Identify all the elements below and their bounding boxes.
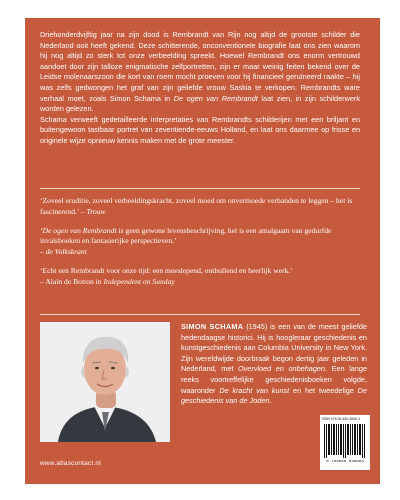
- review-quotes: [40, 196, 365, 296]
- blurb: [40, 30, 360, 147]
- author-bio: SIMON SCHAMA (1945) is een van de meest geliefde hedendaagse historici. Hij is hoogleraar geschiedenis en kunstgeschiedenis aan Columbia University in New York. Zijn wereldwijde doorbraak begon dertig jaar geleden in Nederland, met Overvloed en onbehagen. Een lange reeks voortreffelijke geschiedenisboeken volgde, waaronder De kracht van kunst en het tweedelige De geschiedenis van de Joden.: [181, 322, 368, 406]
- blurb-paragraph-1: Driehonderdvijftig jaar na zijn dood is Rembrandt van Rijn nog altijd de grootste schilder die Nederland ooit heeft gekend. Deze schitterende, onconventionele biografie laat ons zien waarom hij nog altijd zo sterk tot onze verbeelding spreekt. Hoewel Rembrandt ons enorm vertrouwd aandoet door zijn talloze enigmatische zelfportretten, zijn er maar weinig feiten bekend over de Leidse molenaarszoon die kort van roem mocht proeven voor hij financieel geruïneerd raakte – hij was zelfs gedwongen het graf van zijn geliefde vrouw Saskia te verkopen. Rembrandts ware verhaal moet, zoals Simon Schama in De ogen van Rembrandt laat zien, in zijn schilderwerk worden gelezen.: [40, 30, 360, 114]
- quote-de-botton: ‘Echt een Rembrandt voor onze tijd: een meeslepend, onthullend en heerlijk werk.’ – Alain de Botton in Independent on Sunday: [40, 265, 293, 286]
- quote-source: de Volkskrant: [45, 247, 87, 257]
- author-portrait-image: [40, 322, 170, 442]
- book-title: De ogen van Rembrandt: [173, 93, 258, 103]
- barcode-bars-icon: [324, 424, 366, 458]
- author-photo: [40, 322, 170, 442]
- author-block: [40, 322, 368, 442]
- quote-volkskrant: ‘De ogen van Rembrandt is geen gewone levensbeschrijving, het is een amalgaam van gedurfde invalsboeken en fantasierijke perspectieven.’ – de Volkskrant: [40, 225, 332, 257]
- quote-source: Independent on Sunday: [103, 276, 175, 286]
- blurb-paragraph-2: Schama verweeft gedetailleerde interpretaties van Rembrandts schilderijen met een briljant en buitengewoon tastbaar portret van zeventiende-eeuws Holland, en laat ons daarmee op frisse en originele wijze opnieuw kennis maken met de grote meester.: [40, 114, 360, 145]
- quote-source: Trouw: [86, 206, 106, 216]
- divider-bottom: [40, 314, 360, 315]
- author-name: SIMON SCHAMA: [181, 322, 244, 331]
- publisher-website: www.atlascontact.nl: [40, 460, 101, 467]
- back-cover: [25, 18, 380, 484]
- barcode-digits: 9 789045 036683: [326, 460, 364, 464]
- isbn-label: ISBN 978-90-450-3668-3: [322, 417, 360, 421]
- divider-top: [40, 188, 360, 189]
- quote-trouw: ‘Zoveel eruditie, zoveel verbeeldingskracht, zoveel moed om onvermoede verbanden te leggen – het is fascinerend.’ – Trouw: [40, 196, 353, 216]
- barcode: [320, 415, 370, 470]
